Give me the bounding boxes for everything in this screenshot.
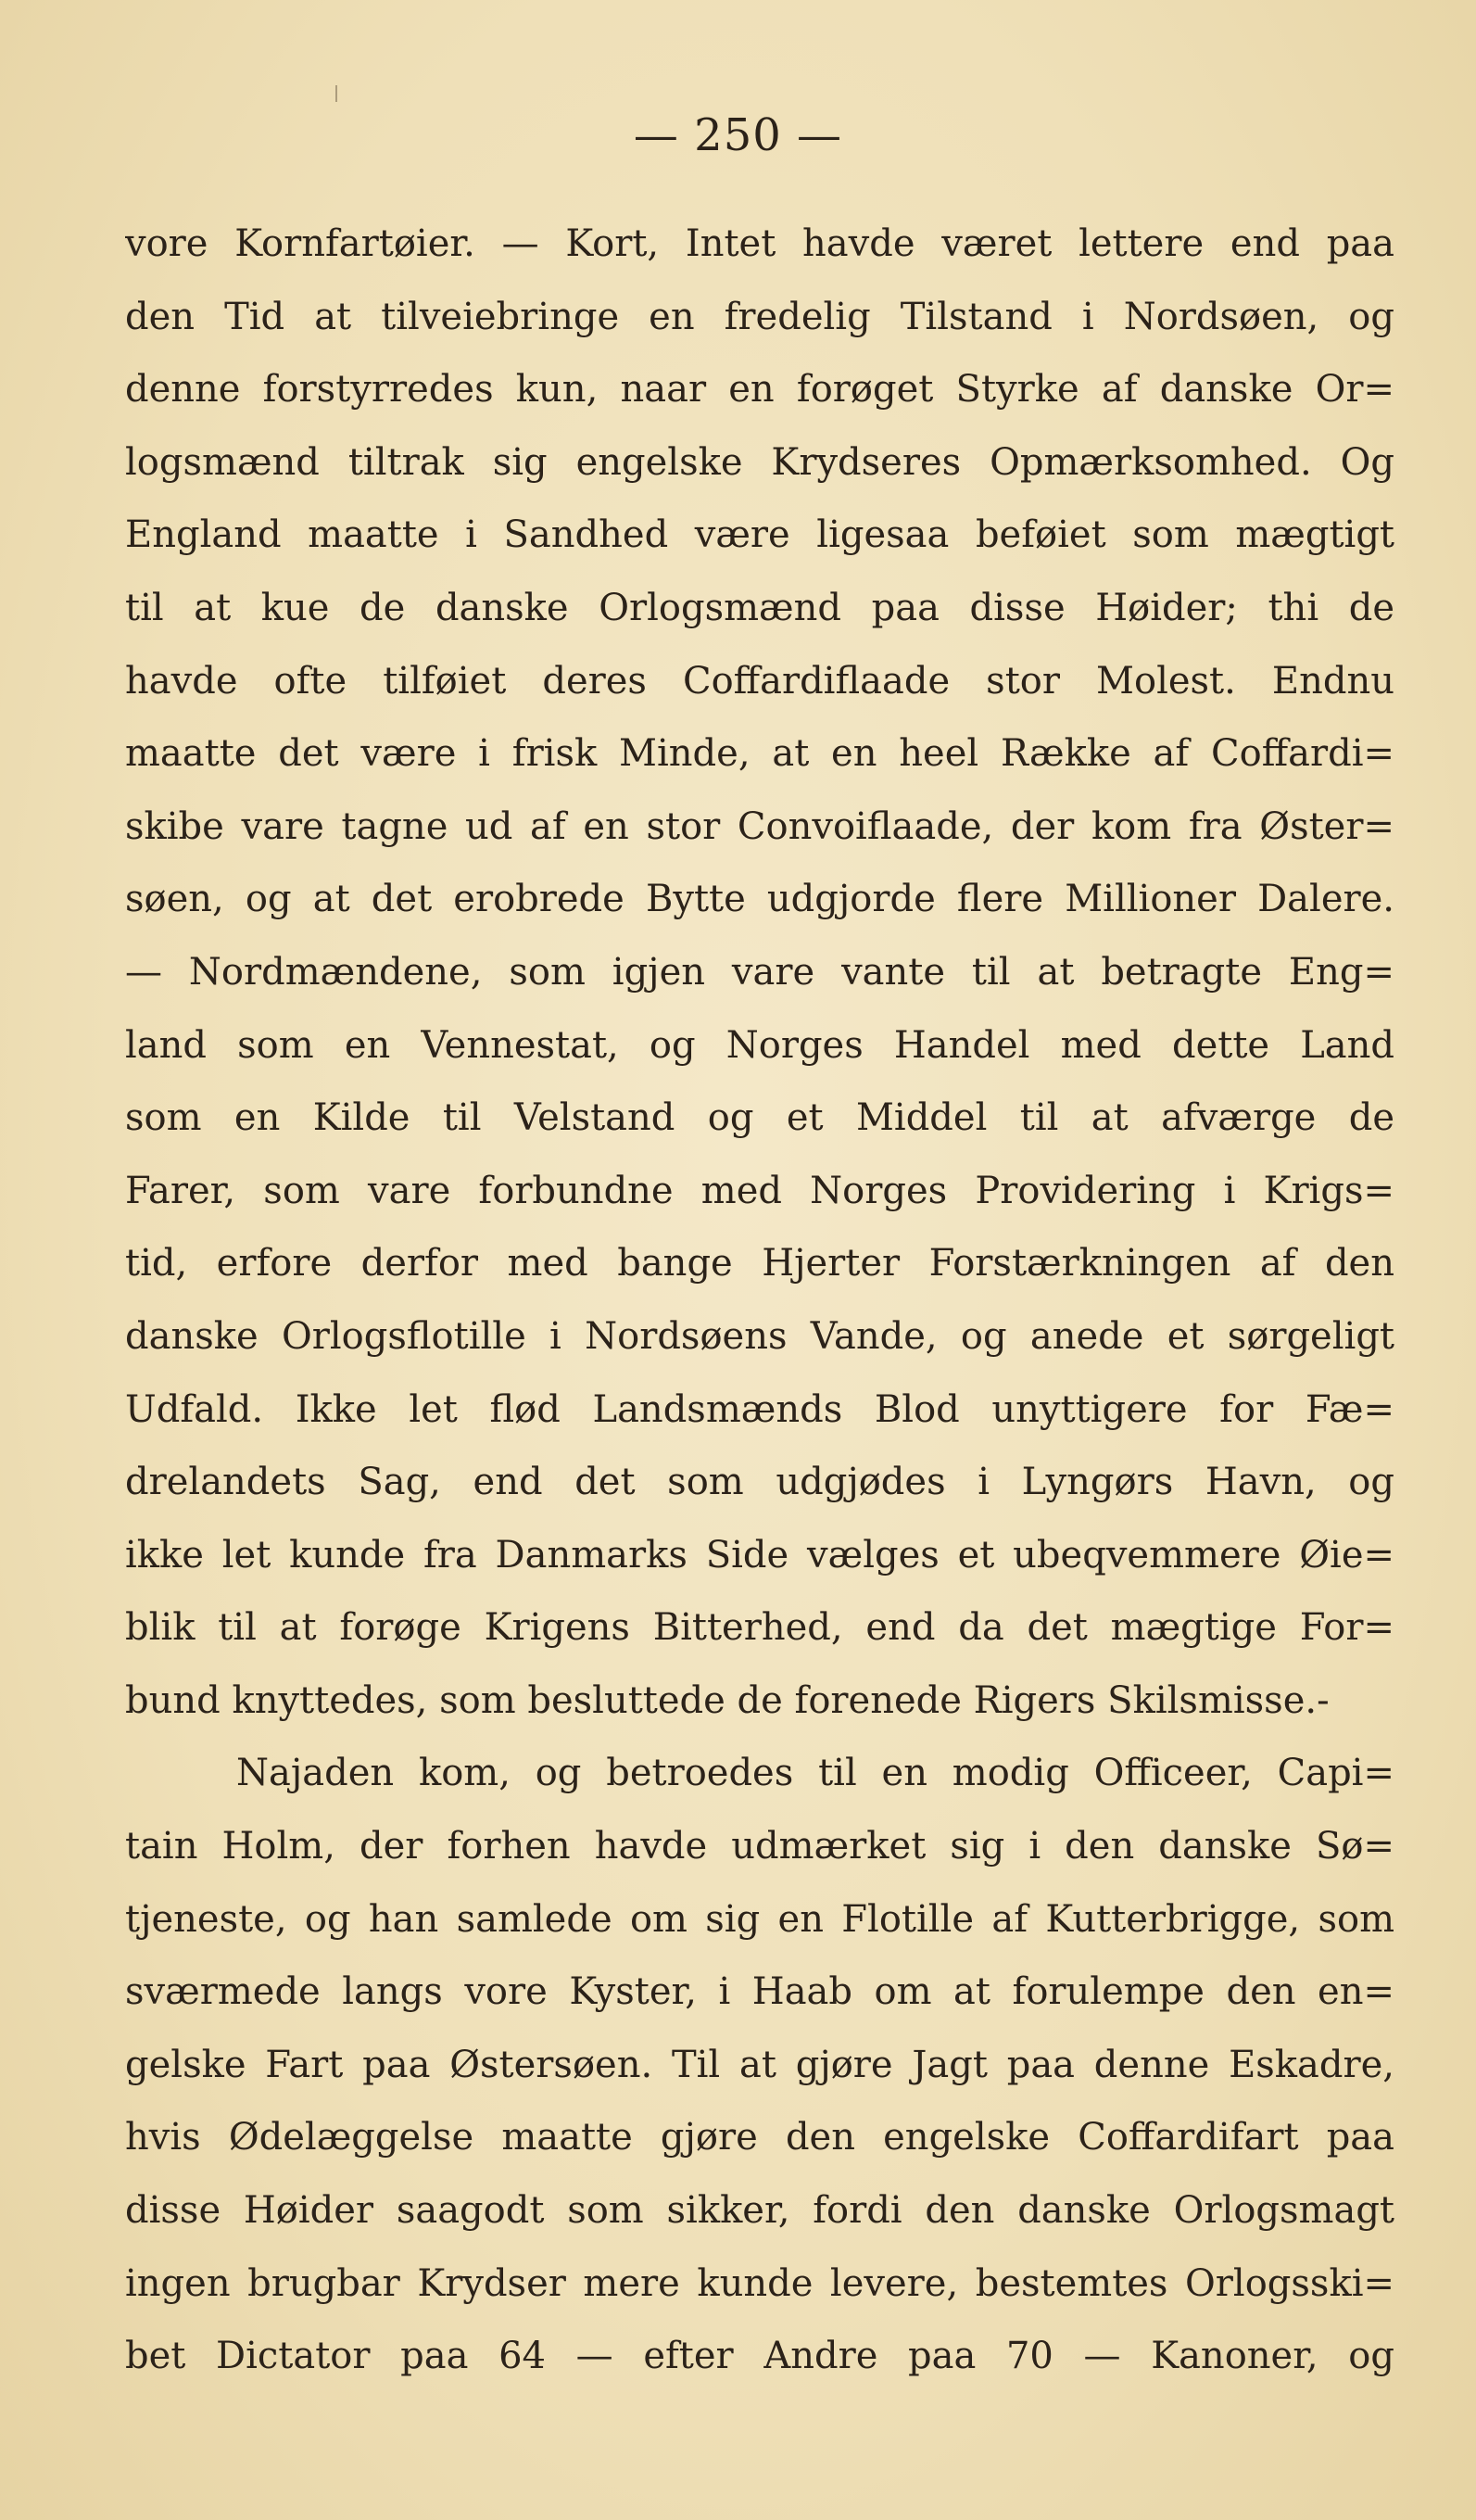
text-line: maatte det være i frisk Minde, at en heel Række af Coffardi= xyxy=(125,732,1394,776)
page-number: — 250 — xyxy=(633,109,843,161)
text-line: sværmede langs vore Kyster, i Haab om at forulempe den en= xyxy=(125,1970,1394,2014)
text-line: havde ofte tilføiet deres Coffardiflaade stor Molest. Endnu xyxy=(125,659,1394,703)
text-line: Farer, som vare forbundne med Norges Providering i Krigs= xyxy=(125,1169,1394,1212)
text-line: — Nordmændene, som igjen vare vante til at betragte Eng= xyxy=(125,950,1394,994)
text-line: danske Orlogsflotille i Nordsøens Vande, og anede et sørgeligt xyxy=(125,1314,1394,1358)
text-line: den Tid at tilveiebringe en fredelig Tilstand i Nordsøen, og xyxy=(125,295,1394,338)
paragraph-start-line: Najaden kom, og betroedes til en modig Officeer, Capi= xyxy=(236,1752,1394,1795)
text-line: tid, erfore derfor med bange Hjerter Forstærkningen af den xyxy=(125,1242,1394,1285)
text-line: hvis Ødelæggelse maatte gjøre den engelske Coffardifart paa xyxy=(125,2116,1394,2159)
text-line: gelske Fart paa Østersøen. Til at gjøre Jagt paa denne Eskadre, xyxy=(125,2043,1394,2086)
body-text xyxy=(125,208,1394,2393)
text-line: disse Høider saagodt som sikker, fordi den danske Orlogsmagt xyxy=(125,2189,1394,2233)
text-line: søen, og at det erobrede Bytte udgjorde flere Millioner Dalere. xyxy=(125,878,1394,921)
paragraph-end-line: bund knyttedes, som besluttede de forenede Rigers Skilsmisse.- xyxy=(125,1678,1330,1722)
text-line: Udfald. Ikke let flød Landsmænds Blod unyttigere for Fæ= xyxy=(125,1387,1394,1431)
text-line: ingen brugbar Krydser mere kunde levere, bestemtes Orlogsski= xyxy=(125,2261,1394,2305)
text-line: tjeneste, og han samlede om sig en Flotille af Kutterbrigge, som xyxy=(125,1897,1394,1941)
text-line: skibe vare tagne ud af en stor Convoiflaade, der kom fra Øster= xyxy=(125,804,1394,848)
text-line: bet Dictator paa 64 — efter Andre paa 70 — Kanoner, og xyxy=(125,2335,1394,2378)
text-line: drelandets Sag, end det som udgjødes i Lyngørs Havn, og xyxy=(125,1461,1394,1504)
text-line: ikke let kunde fra Danmarks Side vælges et ubeqvemmere Øie= xyxy=(125,1533,1394,1577)
text-line: denne forstyrredes kun, naar en forøget Styrke af danske Or= xyxy=(125,368,1394,412)
text-line: tain Holm, der forhen havde udmærket sig i den danske Sø= xyxy=(125,1825,1394,1868)
text-line: England maatte i Sandhed være ligesaa beføiet som mægtigt xyxy=(125,513,1394,557)
text-line: land som en Vennestat, og Norges Handel med dette Land xyxy=(125,1023,1394,1067)
text-line: som en Kilde til Velstand og et Middel til at afværge de xyxy=(125,1096,1394,1140)
text-line: vore Kornfartøier. — Kort, Intet havde været lettere end paa xyxy=(125,222,1394,265)
text-line: til at kue de danske Orlogsmænd paa disse Høider; thi de xyxy=(125,586,1394,629)
text-line: logsmænd tiltrak sig engelske Krydseres Opmærksomhed. Og xyxy=(125,440,1394,484)
ink-mark xyxy=(335,85,337,102)
text-line: blik til at forøge Krigens Bitterhed, end da det mægtige For= xyxy=(125,1606,1394,1650)
